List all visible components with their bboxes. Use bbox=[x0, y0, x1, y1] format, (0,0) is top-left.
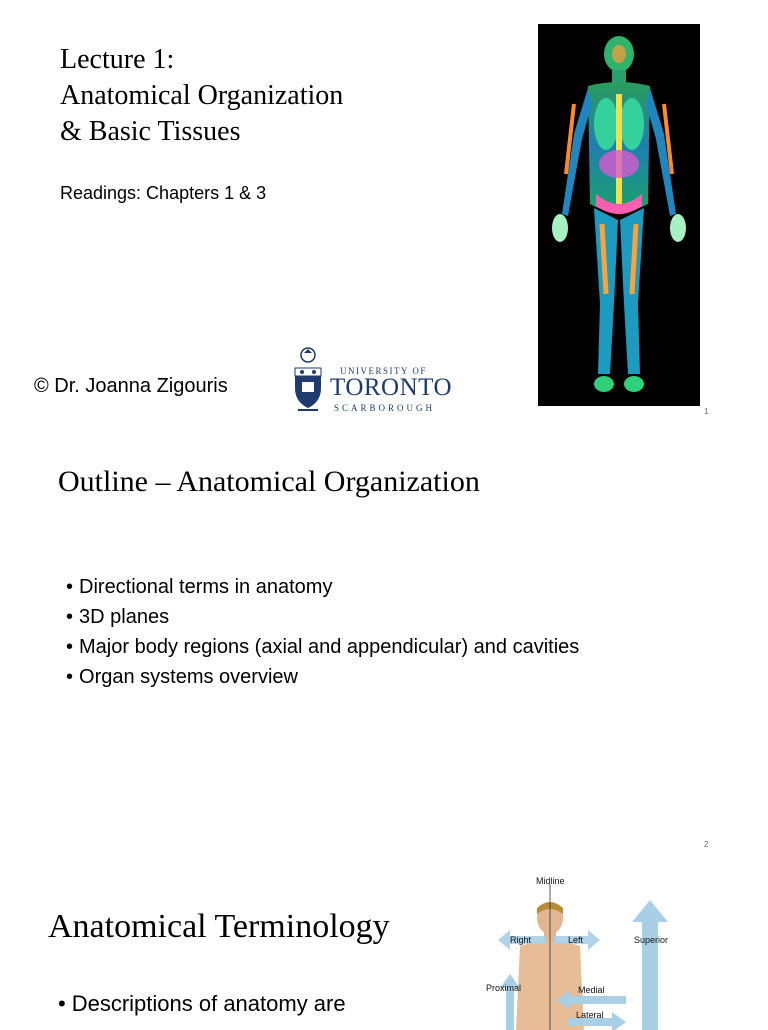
label-medial: Medial bbox=[578, 985, 605, 995]
terminology-bullet: • Descriptions of anatomy are bbox=[58, 991, 346, 1017]
slide-3 bbox=[0, 860, 768, 1024]
page-number-1: 1 bbox=[704, 407, 709, 416]
page-number-2: 2 bbox=[704, 840, 709, 849]
outline-bullet-list bbox=[66, 572, 579, 692]
title-line-3: & Basic Tissues bbox=[60, 116, 241, 147]
list-item: • Organ systems overview bbox=[66, 662, 579, 692]
title-line-1: Lecture 1: bbox=[60, 44, 175, 75]
slide-1 bbox=[0, 0, 768, 420]
author-credit: © Dr. Joanna Zigouris bbox=[34, 375, 228, 397]
label-left: Left bbox=[568, 935, 584, 945]
outline-title: Outline – Anatomical Organization bbox=[58, 465, 480, 498]
logo-scarborough: SCARBOROUGH bbox=[334, 403, 436, 413]
label-lateral: Lateral bbox=[576, 1010, 604, 1020]
logo-toronto: TORONTO bbox=[330, 374, 453, 401]
label-superior: Superior bbox=[634, 935, 669, 945]
university-logo bbox=[292, 346, 452, 416]
crest-icon bbox=[292, 346, 324, 416]
terminology-title: Anatomical Terminology bbox=[48, 908, 390, 945]
list-item: • 3D planes bbox=[66, 602, 579, 632]
lecture-title bbox=[60, 42, 343, 150]
label-midline: Midline bbox=[536, 876, 565, 886]
logo-university-of: UNIVERSITY OF bbox=[340, 366, 427, 376]
title-line-2: Anatomical Organization bbox=[60, 80, 344, 111]
directional-terms-diagram bbox=[480, 870, 690, 1030]
body-scan-image bbox=[538, 24, 700, 406]
list-item: • Directional terms in anatomy bbox=[66, 572, 579, 602]
slide-2 bbox=[0, 430, 768, 850]
label-right: Right bbox=[510, 935, 532, 945]
readings-text: Readings: Chapters 1 & 3 bbox=[60, 183, 267, 203]
label-proximal: Proximal bbox=[486, 983, 522, 993]
list-item: • Major body regions (axial and appendicular) and cavities bbox=[66, 632, 579, 662]
